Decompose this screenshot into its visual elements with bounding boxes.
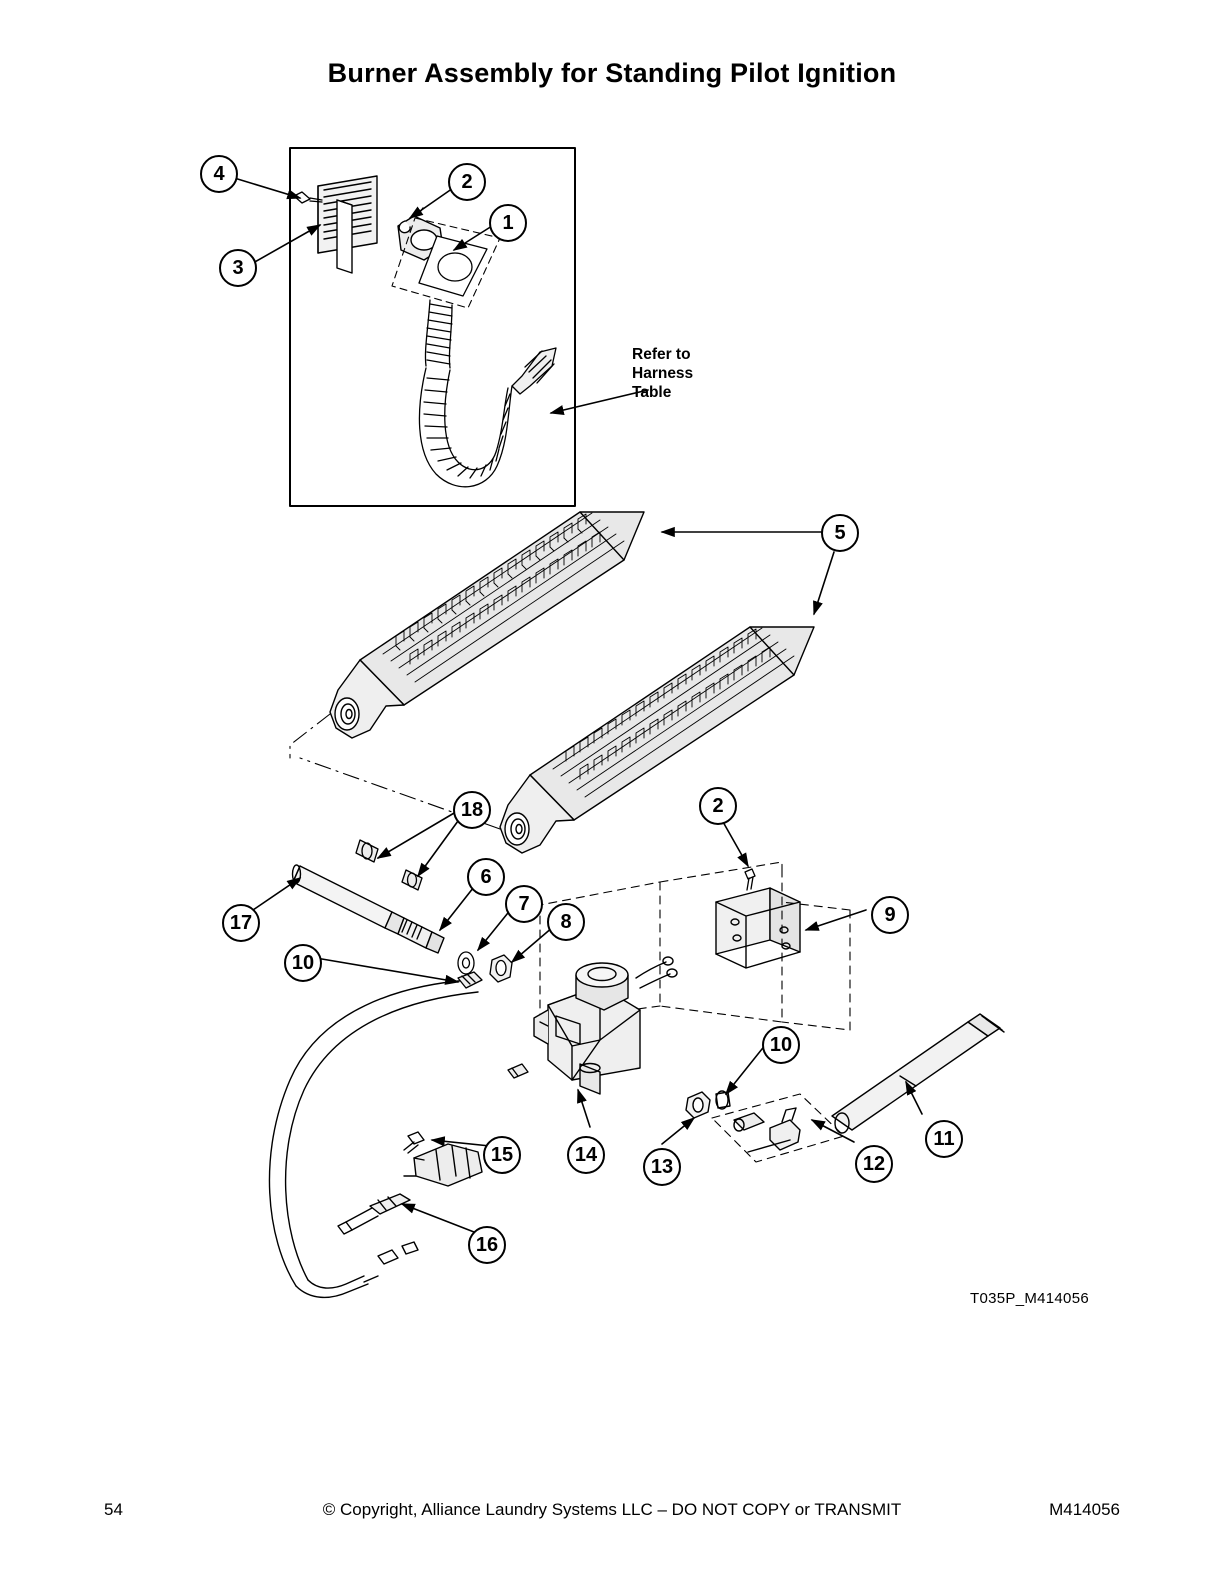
callout-10a[interactable]: 10 xyxy=(284,944,322,982)
callout-15[interactable]: 15 xyxy=(483,1136,521,1174)
callout-2b[interactable]: 2 xyxy=(699,787,737,825)
note-line-1: Refer to xyxy=(632,346,691,363)
callout-11[interactable]: 11 xyxy=(925,1120,963,1158)
callout-6[interactable]: 6 xyxy=(467,858,505,896)
callout-2a[interactable]: 2 xyxy=(448,163,486,201)
note-line-2: Harness xyxy=(632,365,694,382)
callout-3[interactable]: 3 xyxy=(219,249,257,287)
callout-10b[interactable]: 10 xyxy=(762,1026,800,1064)
drawing-code: T035P_M414056 xyxy=(970,1290,1089,1307)
callout-5[interactable]: 5 xyxy=(821,514,859,552)
callout-17[interactable]: 17 xyxy=(222,904,260,942)
page-title: Burner Assembly for Standing Pilot Ignition xyxy=(327,58,897,88)
refer-to-harness-table-note xyxy=(632,345,693,402)
callout-7[interactable]: 7 xyxy=(505,885,543,923)
copyright-notice: © Copyright, Alliance Laundry Systems LLC – DO NOT COPY or TRANSMIT xyxy=(322,1500,902,1519)
callout-16[interactable]: 16 xyxy=(468,1226,506,1264)
callout-9[interactable]: 9 xyxy=(871,896,909,934)
document-number: M414056 xyxy=(1049,1500,1120,1519)
page-number: 54 xyxy=(104,1500,123,1519)
callout-4[interactable]: 4 xyxy=(200,155,238,193)
callout-1[interactable]: 1 xyxy=(489,204,527,242)
callout-12[interactable]: 12 xyxy=(855,1145,893,1183)
callout-8[interactable]: 8 xyxy=(547,903,585,941)
callout-13[interactable]: 13 xyxy=(643,1148,681,1186)
callout-14[interactable]: 14 xyxy=(567,1136,605,1174)
callout-18[interactable]: 18 xyxy=(453,791,491,829)
note-line-3: Table xyxy=(632,384,672,401)
